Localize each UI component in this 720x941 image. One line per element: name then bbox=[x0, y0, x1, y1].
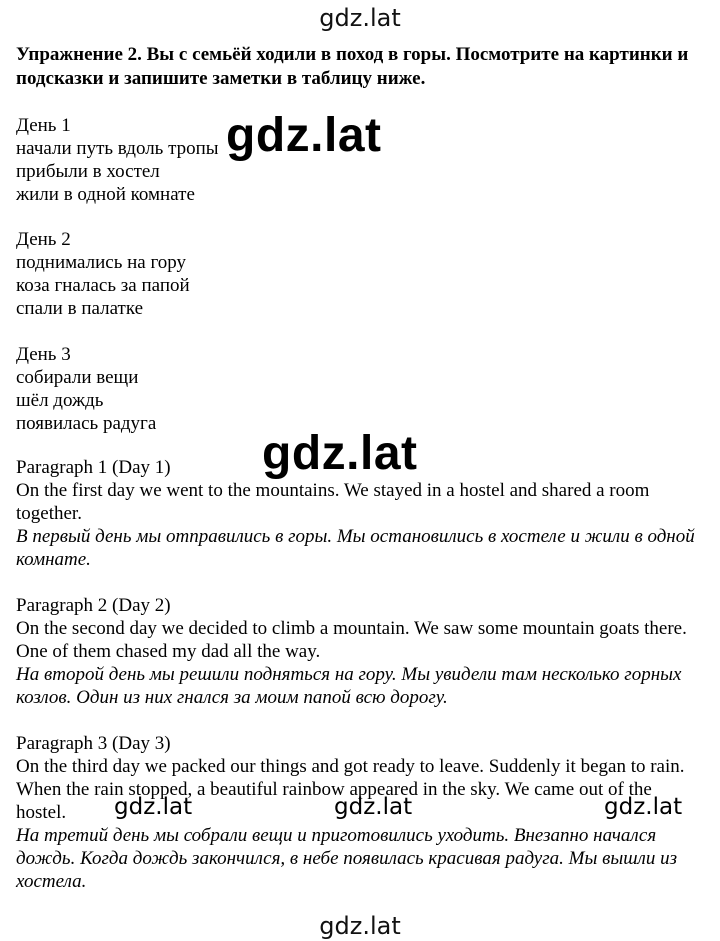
watermark-top: gdz.lat bbox=[319, 4, 401, 32]
day-note: поднимались на гору bbox=[16, 252, 187, 273]
day-2-block bbox=[16, 228, 190, 320]
day-heading: День 2 bbox=[16, 229, 71, 250]
paragraph-russian: На второй день мы решили подняться на гору. Мы увидели там несколько горных козлов. Один из них гнался за моим папой всю дорогу. bbox=[16, 664, 682, 708]
day-3-block bbox=[16, 343, 156, 435]
paragraph-russian: В первый день мы отправились в горы. Мы остановились в хостеле и жили в одной комнате. bbox=[16, 526, 695, 570]
day-heading: День 1 bbox=[16, 115, 71, 136]
paragraph-english: On the second day we decided to climb a mountain. We saw some mountain goats there. One of them chased my dad all the way. bbox=[16, 618, 687, 662]
paragraph-english: On the first day we went to the mountains. We stayed in a hostel and shared a room together. bbox=[16, 480, 650, 524]
day-note: шёл дождь bbox=[16, 390, 104, 411]
day-note: начали путь вдоль тропы bbox=[16, 138, 219, 159]
paragraph-heading: Paragraph 3 (Day 3) bbox=[16, 733, 171, 754]
day-note: спали в палатке bbox=[16, 298, 144, 319]
watermark-bottom: gdz.lat bbox=[319, 912, 401, 940]
paragraph-2 bbox=[16, 594, 706, 709]
paragraph-heading: Paragraph 1 (Day 1) bbox=[16, 457, 171, 478]
paragraph-russian: На третий день мы собрали вещи и приготовились уходить. Внезапно начался дождь. Когда дождь закончился, в небе появилась красивая радуга. Мы вышли из хостела. bbox=[16, 825, 678, 892]
day-note: появилась радуга bbox=[16, 413, 157, 434]
day-note: коза гналась за папой bbox=[16, 275, 190, 296]
day-note: собирали вещи bbox=[16, 367, 139, 388]
day-1-block bbox=[16, 114, 219, 206]
day-note: жили в одной комнате bbox=[16, 184, 195, 205]
watermark-right: gdz.lat bbox=[604, 794, 683, 820]
watermark-large-1: gdz.lat bbox=[226, 109, 382, 162]
watermark-large-2: gdz.lat bbox=[262, 427, 418, 480]
day-note: прибыли в хостел bbox=[16, 161, 160, 182]
paragraph-english: On the third day we packed our things and got ready to leave. Suddenly it began to rain. When the rain stopped, a beautiful rainbow appeared in the sky. We came out of the hostel. bbox=[16, 756, 685, 823]
day-heading: День 3 bbox=[16, 344, 71, 365]
watermark-center: gdz.lat bbox=[334, 794, 413, 820]
paragraph-heading: Paragraph 2 (Day 2) bbox=[16, 595, 171, 616]
watermark-left: gdz.lat bbox=[114, 794, 193, 820]
exercise-title: Упражнение 2. Вы с семьёй ходили в поход в горы. Посмотрите на картинки и подсказки и запишите заметки в таблицу ниже. bbox=[16, 44, 689, 89]
